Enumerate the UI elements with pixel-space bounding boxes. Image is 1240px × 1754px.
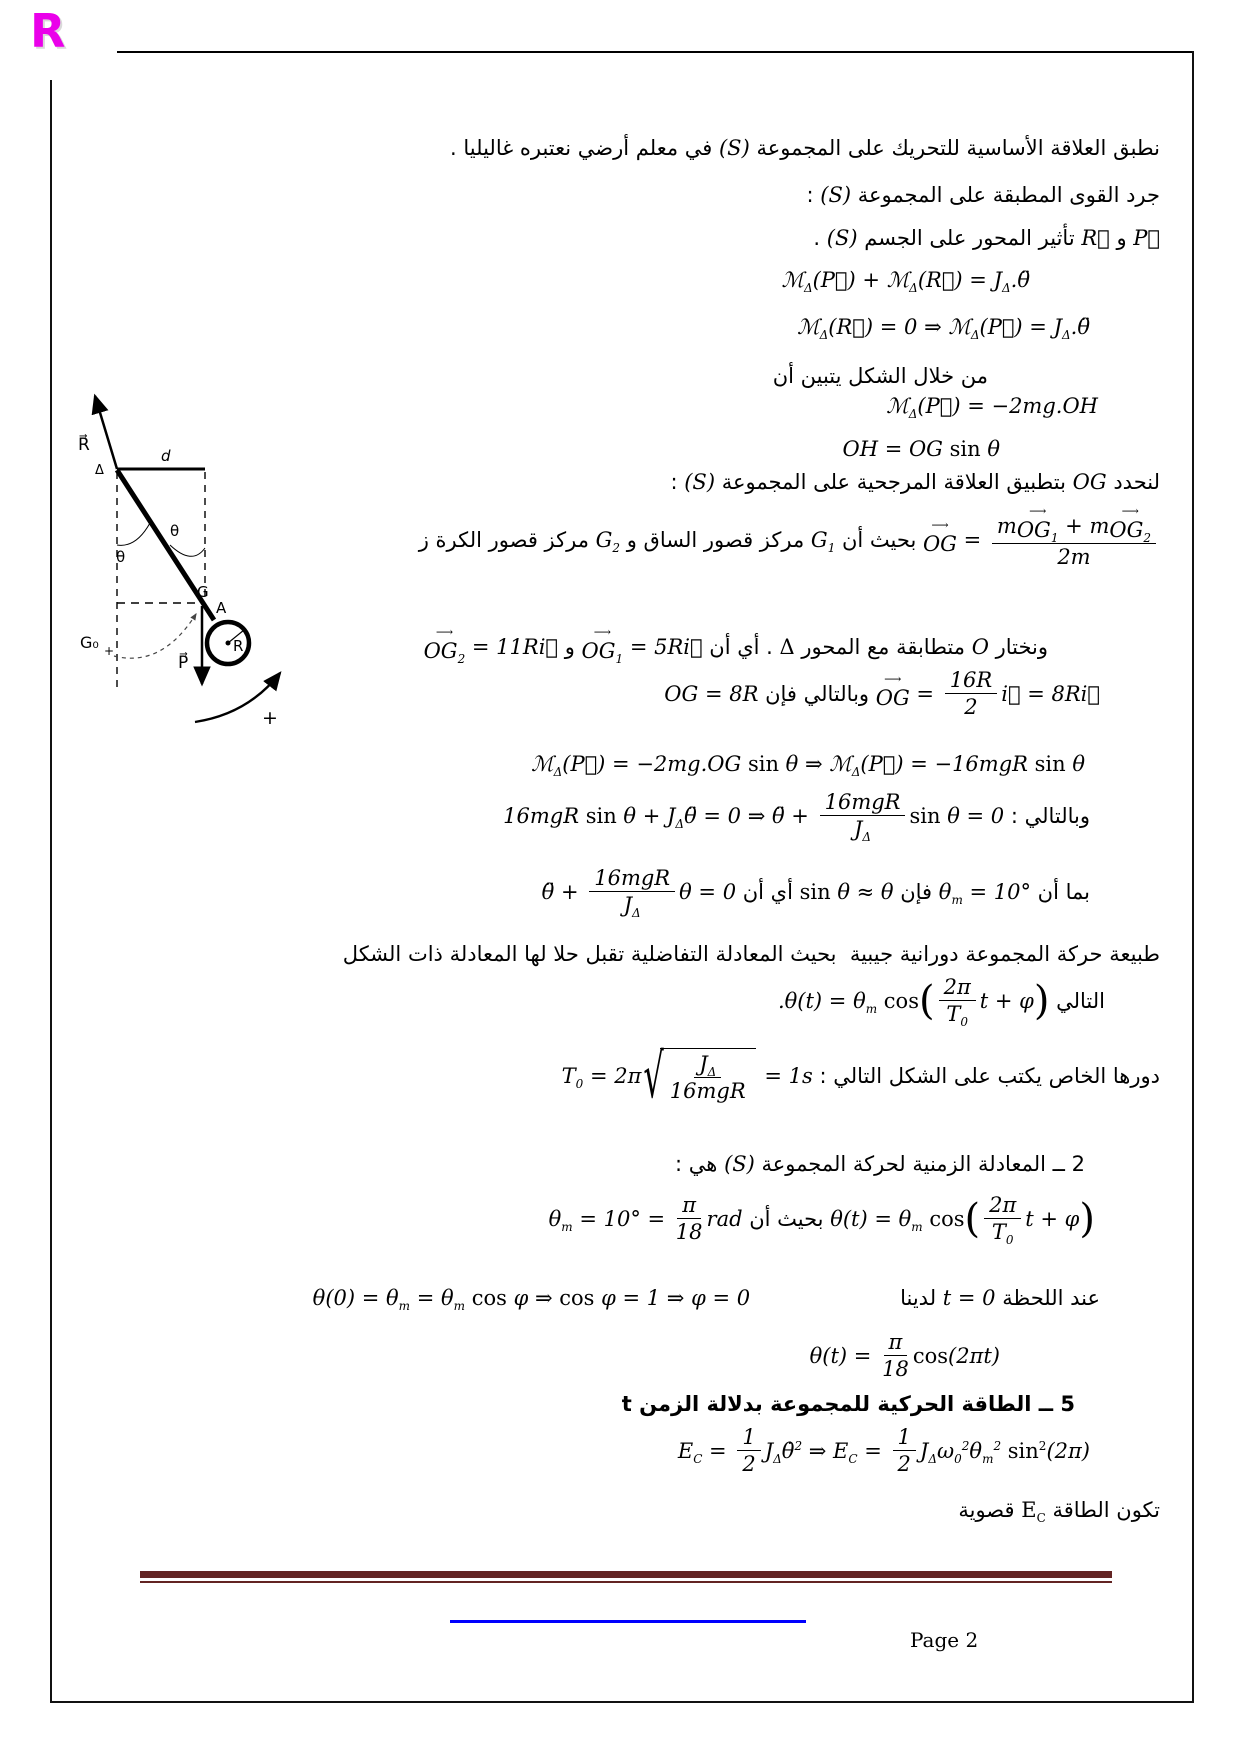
sphere-radius-label: R — [233, 637, 244, 655]
eq-theta-solution: التالي .θ(t) = $\theta_m$ cos ( $\frac{2\pi}{T_0}$ t + φ ) — [777, 975, 1105, 1030]
theta-label-left: θ — [116, 548, 126, 566]
page-border-bottom — [50, 1701, 1194, 1703]
positive-direction-label: + — [262, 707, 278, 729]
line-determine-OG: لنحدد OG بتطبيق العلاقة المرجحية على المجموعة (S) : — [670, 470, 1160, 494]
eq-OH: OH = OG sin θ — [842, 437, 1000, 461]
eq-period: دورها الخاص يكتب على الشكل التالي : $T_0$ = 2π √ $\frac{J_\Delta}{\text{16mgR}}$ = 1s — [561, 1039, 1160, 1112]
line-barycenter-relation: ⟶ OG = m ⟶ $OG_1$ + m ⟶ $OG_2$ 2m بحيث أن $G_1$ مركز قصور الساق و $G_2$ مركز قصور الكرة ز — [419, 510, 1160, 569]
reaction-force-label: R⃗ — [78, 435, 90, 455]
distance-label: d — [161, 447, 171, 465]
eq-kinetic-energy: $E_C$ = $\frac{1}{2}$ $J_\Delta$ θ̇$^2$ ⇒ $E_C$ = $\frac{1}{2}$ $J_\Delta$ $\omega_0^2$ $\theta_m^2$ $\sin^2$ (2π) — [677, 1425, 1090, 1476]
center-of-mass-label: G — [197, 583, 209, 601]
attach-point-label: A — [216, 599, 227, 617]
line-from-figure: من خلال الشكل يتبين أن — [772, 364, 988, 388]
eq-theta-final: θ(t) = $\frac{\pi}{18}$ cos (2πt) — [809, 1330, 1000, 1381]
reaction-force-arrow — [95, 396, 117, 469]
theta-label-right: θ — [170, 522, 180, 540]
eq-theta-m-value: θ(t) = $\theta_m$ cos ( $\frac{2\pi}{T_0}$ t + φ ) بحيث أن $\theta_m$ = 10° = $\frac{\pi}{18}$ rad — [548, 1193, 1095, 1248]
equilibrium-label: G₀ — [80, 633, 99, 652]
plus-tick: + — [104, 644, 115, 658]
eq-small-angle: بما أن $\theta_m$ = 10° فإن sin θ ≈ θ أي أن θ̈ + $\frac{\text{16mgR}}{J_\Delta}$ θ = 0 — [541, 866, 1090, 921]
line-question2-heading: 2 ــ المعادلة الزمنية لحركة المجموعة (S) هي : — [675, 1152, 1085, 1176]
eq-differential: وبالتالي : 16mgR sin θ + $J_\Delta$ θ̈ = 0 ⇒ θ̈ + $\frac{\text{16mgR}}{J_\Delta}$ sin θ = 0 — [503, 790, 1090, 845]
site-logo: R — [30, 4, 66, 58]
theta-arc-right — [170, 545, 205, 556]
trajectory-arc — [114, 614, 196, 658]
footer-separator — [140, 1571, 1112, 1583]
eq-moment-P-16mgR: ℳ$_\Delta$ (P⃗) = −2mg.OG sin θ ⇒ ℳ$_\Delta$ (P⃗) = −16mgR sin θ — [531, 752, 1085, 780]
page-number: Page 2 — [910, 1628, 979, 1652]
line-OG-result: ⟶ OG = $\frac{16R}{2}$ i⃗ = 8Ri⃗ وبالتالي فإن OG = 8R — [664, 668, 1100, 719]
eq-moment-R-zero: ℳ$_\Delta$ (R⃗) = 0 ⇒ ℳ$_\Delta$ (P⃗) = $J_\Delta$ .θ̈ — [797, 315, 1090, 343]
eq-moment-P: ℳ$_\Delta$ (P⃗) = −2mg.OH — [886, 394, 1098, 422]
pivot-axis-label: Δ — [95, 463, 104, 478]
page-border-right — [1192, 51, 1194, 1702]
header-rule — [117, 51, 1193, 53]
eq-moments-sum: ℳ$_\Delta$ (P⃗) + ℳ$_\Delta$ (R⃗) = $J_\Delta$ .θ̈ — [781, 268, 1030, 296]
eq-initial-condition: عند اللحظة t = 0 لدينا θ(0) = $\theta_m$ = $\theta_m$ cos φ ⇒ cos φ = 1 ⇒ φ = 0 — [312, 1286, 1100, 1314]
line-sinusoidal-nature: طبيعة حركة المجموعة دورانية جيبية بحيث المعادلة التفاضلية تقبل حلا لها المعادلة ذات الشكل — [342, 942, 1160, 966]
weight-force-label: P⃗ — [178, 653, 189, 673]
pendulum-diagram — [50, 330, 330, 770]
line-forces-inventory: جرد القوى المطبقة على المجموعة (S) : — [806, 183, 1160, 207]
line-apply-fundamental-relation: نطبق العلاقة الأساسية للتحريك على المجموعة (S) في معلم أرضي نعتبره غاليليا . — [450, 136, 1160, 160]
line-choose-O: ونختار O متطابقة مع المحور Δ . أي أن ⟶ $OG_1$ = 5Ri⃗ و ⟶ $OG_2$ = 11Ri⃗ — [424, 631, 1048, 663]
line-question5-heading: 5 ــ الطاقة الحركية للمجموعة بدلالة الزمن t — [621, 1392, 1075, 1416]
footer-blue-line — [450, 1620, 806, 1623]
page-border-left — [50, 80, 52, 1702]
theta-arc-left — [117, 523, 150, 545]
line-forces-P-R: P⃗ و R⃗ تأثير المحور على الجسم (S) . — [813, 226, 1160, 250]
line-energy-max: تكون الطاقة $E_C$ قصوية — [958, 1498, 1160, 1526]
